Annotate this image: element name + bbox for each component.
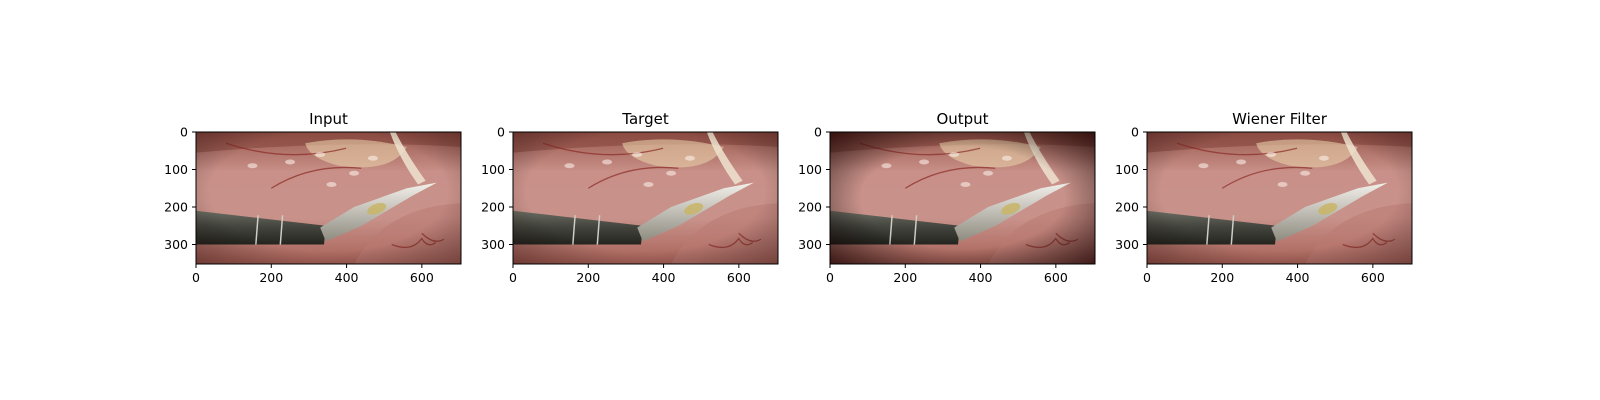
y-tick-label: 200 xyxy=(481,199,505,215)
subplot-title: Wiener Filter xyxy=(1232,110,1327,128)
subplot-wiener-filter xyxy=(1115,110,1412,285)
x-tick-label: 600 xyxy=(409,270,434,285)
y-tick-label: 100 xyxy=(798,162,822,177)
y-tick-label: 0 xyxy=(1131,124,1139,140)
surgical-image xyxy=(196,132,461,264)
vignette xyxy=(830,132,1095,264)
y-tick-label: 0 xyxy=(180,124,188,140)
x-tick-label: 400 xyxy=(334,270,359,285)
x-tick-label: 0 xyxy=(192,270,200,285)
y-tick-label: 200 xyxy=(798,199,822,215)
x-tick-label: 0 xyxy=(1143,270,1151,285)
vignette xyxy=(1147,132,1412,264)
subplot-output xyxy=(798,110,1095,285)
subplot-title: Target xyxy=(622,110,669,128)
subplot-title: Input xyxy=(309,110,348,128)
y-tick-label: 200 xyxy=(164,199,188,215)
y-tick-label: 300 xyxy=(798,237,822,252)
x-tick-label: 600 xyxy=(1043,270,1068,285)
surgical-image xyxy=(830,132,1095,264)
x-tick-label: 200 xyxy=(576,270,601,285)
y-tick-label: 300 xyxy=(481,237,505,252)
surgical-image xyxy=(513,132,778,264)
x-tick-label: 0 xyxy=(509,270,517,285)
y-tick-label: 200 xyxy=(1115,199,1139,215)
x-tick-label: 200 xyxy=(259,270,284,285)
x-tick-label: 200 xyxy=(893,270,918,285)
x-tick-label: 600 xyxy=(726,270,751,285)
y-tick-label: 100 xyxy=(1115,162,1139,177)
y-tick-label: 300 xyxy=(164,237,188,252)
y-tick-label: 0 xyxy=(814,124,822,140)
subplot-title: Output xyxy=(936,110,989,128)
subplot-input xyxy=(164,110,461,285)
y-tick-label: 100 xyxy=(481,162,505,177)
x-tick-label: 600 xyxy=(1360,270,1385,285)
x-tick-label: 400 xyxy=(968,270,993,285)
vignette xyxy=(513,132,778,264)
x-tick-label: 0 xyxy=(826,270,834,285)
surgical-image xyxy=(1147,132,1412,264)
vignette xyxy=(196,132,461,264)
y-tick-label: 100 xyxy=(164,162,188,177)
y-tick-label: 300 xyxy=(1115,237,1139,252)
x-tick-label: 200 xyxy=(1210,270,1235,285)
y-tick-label: 0 xyxy=(497,124,505,140)
x-tick-label: 400 xyxy=(1285,270,1310,285)
x-tick-label: 400 xyxy=(651,270,676,285)
subplot-target xyxy=(481,110,778,285)
